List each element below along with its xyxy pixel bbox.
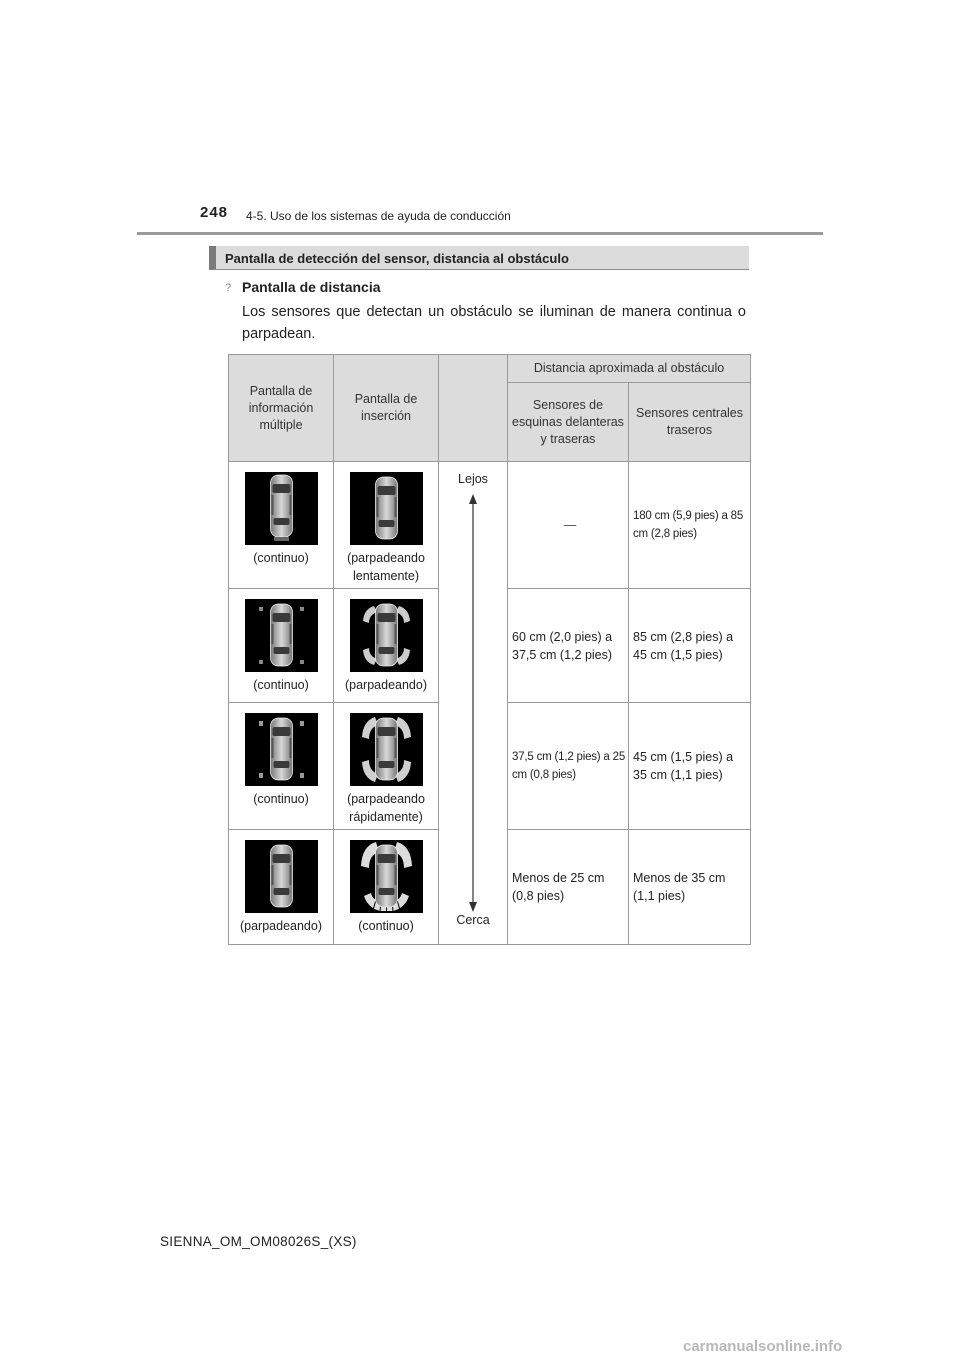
header-center-sensors: Sensores centrales traseros xyxy=(629,383,751,462)
corner-distance: Menos de 25 cm (0,8 pies) xyxy=(508,830,629,945)
vehicle-corner-sensors-icon xyxy=(245,599,318,672)
insert-display-cell xyxy=(334,703,439,830)
multi-caption: (parpadeando) xyxy=(239,919,322,933)
watermark: carmanualsonline.info xyxy=(683,1338,843,1355)
multi-display-cell xyxy=(229,589,334,703)
vehicle-with-sensor-segments-icon xyxy=(350,599,423,672)
header-empty xyxy=(439,355,508,462)
distance-axis-cell xyxy=(439,462,508,945)
section-heading-bar xyxy=(209,246,749,270)
sub-heading: Pantalla de distancia xyxy=(242,279,381,295)
header-insert-display: Pantalla de inserción xyxy=(334,355,439,462)
double-arrow-icon xyxy=(468,494,478,912)
axis-far-label: Lejos xyxy=(458,472,488,486)
distance-table xyxy=(228,354,751,945)
insert-caption: (continuo) xyxy=(358,919,414,933)
vehicle-top-view-icon xyxy=(245,840,318,913)
multi-display-cell xyxy=(229,462,334,589)
insert-caption: (parpadeando) xyxy=(344,678,427,692)
vehicle-with-sensor-segments-icon xyxy=(350,472,423,545)
chapter-title: 4-5. Uso de los sistemas de ayuda de conducción xyxy=(246,209,511,223)
insert-caption: (parpadeando rápidamente) xyxy=(347,792,425,824)
insert-display-cell xyxy=(334,462,439,589)
bullet-marker: ? xyxy=(225,282,232,294)
corner-distance: 60 cm (2,0 pies) a 37,5 cm (1,2 pies) xyxy=(508,589,629,703)
multi-display-cell xyxy=(229,830,334,945)
center-distance: Menos de 35 cm (1,1 pies) xyxy=(629,830,751,945)
corner-distance: — xyxy=(508,462,629,589)
vehicle-corner-sensors-icon xyxy=(245,713,318,786)
insert-caption: (parpadeando lentamente) xyxy=(347,551,425,583)
vehicle-with-sensor-segments-icon xyxy=(350,713,423,786)
center-distance: 180 cm (5,9 pies) a 85 cm (2,8 pies) xyxy=(629,462,751,589)
insert-display-cell xyxy=(334,589,439,703)
axis-near-label: Cerca xyxy=(456,913,490,927)
insert-display-cell xyxy=(334,830,439,945)
header-multi-display: Pantalla de información múltiple xyxy=(229,355,334,462)
corner-distance: 37,5 cm (1,2 pies) a 25 cm (0,8 pies) xyxy=(508,703,629,830)
multi-caption: (continuo) xyxy=(253,792,309,806)
center-distance: 85 cm (2,8 pies) a 45 cm (1,5 pies) xyxy=(629,589,751,703)
section-title: Pantalla de detección del sensor, distancia al obstáculo xyxy=(225,251,569,266)
header-approx-distance: Distancia aproximada al obstáculo xyxy=(508,355,751,383)
header-corner-sensors: Sensores de esquinas delanteras y traseras xyxy=(508,383,629,462)
document-code: SIENNA_OM_OM08026S_(XS) xyxy=(160,1234,357,1249)
center-distance: 45 cm (1,5 pies) a 35 cm (1,1 pies) xyxy=(629,703,751,830)
multi-caption: (continuo) xyxy=(253,551,309,565)
multi-caption: (continuo) xyxy=(253,678,309,692)
page-number: 248 xyxy=(200,204,229,221)
header-divider xyxy=(137,232,823,235)
multi-display-cell xyxy=(229,703,334,830)
vehicle-top-view-icon xyxy=(245,472,318,545)
table-row xyxy=(229,462,751,589)
body-paragraph: Los sensores que detectan un obstáculo se iluminan de manera continua o parpadean. xyxy=(242,304,746,342)
vehicle-with-sensor-segments-icon xyxy=(350,840,423,913)
